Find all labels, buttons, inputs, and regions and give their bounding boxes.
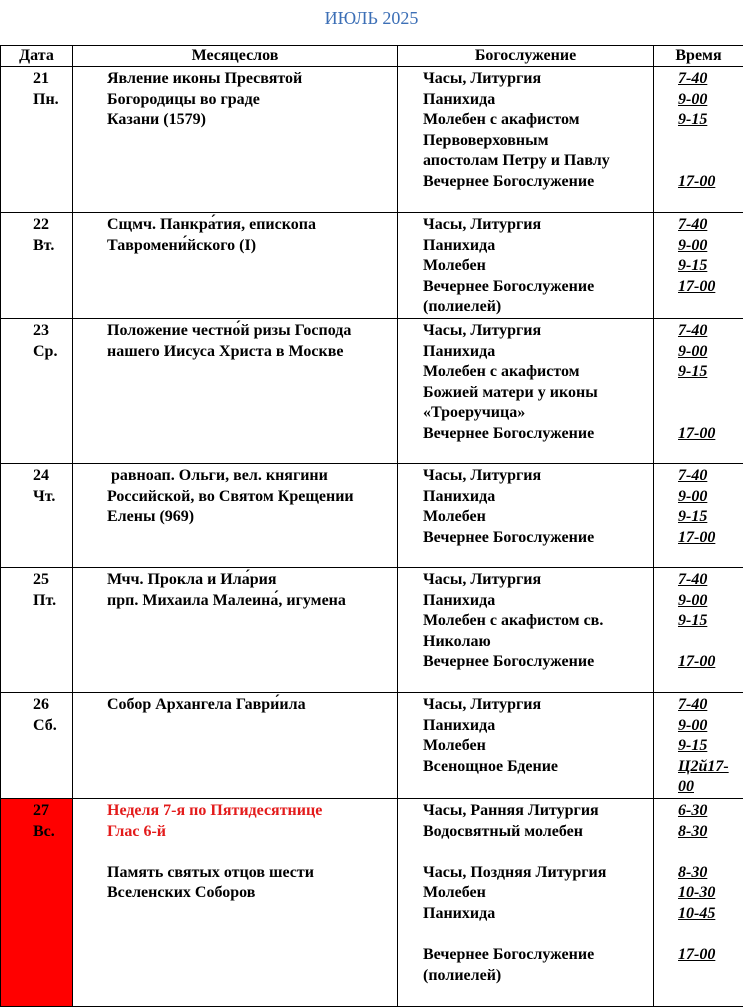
day-number: 22 bbox=[33, 215, 72, 236]
service-time: 8-30 bbox=[678, 822, 743, 843]
service-line: Молебен с акафистом bbox=[423, 362, 653, 383]
time-cell bbox=[654, 463, 743, 567]
saint-line: Положение честно́й ризы Господа bbox=[107, 321, 397, 342]
date-cell bbox=[1, 463, 73, 567]
service-line: Часы, Литургия bbox=[423, 321, 653, 342]
header-saints: Месяцеслов bbox=[73, 46, 398, 67]
service-line: Николаю bbox=[423, 632, 653, 653]
day-number: 25 bbox=[33, 570, 72, 591]
service-line: (полиелей) bbox=[423, 297, 653, 318]
weekday: Вс. bbox=[33, 822, 72, 843]
weekday: Сб. bbox=[33, 716, 72, 737]
saint-line: нашего Иисуса Христа в Москве bbox=[107, 342, 397, 363]
service-line: Молебен bbox=[423, 507, 653, 528]
saints-cell bbox=[73, 567, 398, 692]
time-cell bbox=[654, 567, 743, 692]
date-cell bbox=[1, 213, 73, 319]
saints-cell bbox=[73, 318, 398, 463]
weekday: Вт. bbox=[33, 236, 72, 257]
saints-cell bbox=[73, 67, 398, 213]
day-number: 24 bbox=[33, 466, 72, 487]
date-cell bbox=[1, 318, 73, 463]
saint-line: Собор Архангела Гаври́ила bbox=[107, 695, 397, 716]
service-line: Молебен с акафистом bbox=[423, 110, 653, 131]
saints-cell bbox=[73, 798, 398, 1006]
saint-line: Богородицы во граде bbox=[107, 90, 397, 111]
services-cell bbox=[398, 213, 654, 319]
service-time: 9-00 bbox=[678, 342, 743, 363]
service-line: Молебен с акафистом св. bbox=[423, 611, 653, 632]
saint-line: прп. Михаила Малеина́, игумена bbox=[107, 591, 397, 612]
service-time: 9-15 bbox=[678, 110, 743, 131]
saint-line: Сщмч. Панкра́тия, епископа bbox=[107, 215, 397, 236]
service-time: 17-00 bbox=[678, 652, 743, 673]
saint-line: равноап. Ольги, вел. княгини bbox=[107, 466, 397, 487]
service-line: Божией матери у иконы bbox=[423, 383, 653, 404]
service-time: Ц2й17-00 bbox=[678, 757, 736, 798]
saint-line: Память святых отцов шести bbox=[107, 863, 397, 884]
service-time: 9-15 bbox=[678, 507, 743, 528]
service-line: Панихида bbox=[423, 236, 653, 257]
service-time: 9-15 bbox=[678, 362, 743, 383]
service-line: Вечернее Богослужение bbox=[423, 277, 653, 298]
weekday: Пт. bbox=[33, 591, 72, 612]
header-time: Время bbox=[654, 46, 743, 67]
service-time: 6-30 bbox=[678, 801, 743, 822]
service-line: Вечернее Богослужение bbox=[423, 945, 653, 966]
time-cell bbox=[654, 318, 743, 463]
saint-line: Елены (969) bbox=[107, 507, 397, 528]
service-line: Часы, Литургия bbox=[423, 466, 653, 487]
service-time: 17-00 bbox=[678, 424, 743, 445]
service-line: Панихида bbox=[423, 90, 653, 111]
service-line: Молебен bbox=[423, 736, 653, 757]
header-date: Дата bbox=[1, 46, 73, 67]
service-time: 10-45 bbox=[678, 904, 743, 925]
service-time: 7-40 bbox=[678, 466, 743, 487]
saint-line: Тавромени́йского (I) bbox=[107, 236, 397, 257]
service-time: 9-15 bbox=[678, 611, 743, 632]
service-line: Часы, Литургия bbox=[423, 695, 653, 716]
service-time: 17-00 bbox=[678, 528, 743, 549]
service-line: Молебен bbox=[423, 256, 653, 277]
services-cell bbox=[398, 798, 654, 1006]
table-row bbox=[1, 463, 743, 567]
time-cell bbox=[654, 798, 743, 1006]
saints-cell bbox=[73, 692, 398, 798]
service-line: Всенощное Бдение bbox=[423, 757, 653, 778]
saint-line: Российской, во Святом Крещении bbox=[107, 487, 397, 508]
service-time: 7-40 bbox=[678, 69, 743, 90]
service-time: 7-40 bbox=[678, 570, 743, 591]
service-line: Панихида bbox=[423, 904, 653, 925]
header-services: Богослужение bbox=[398, 46, 654, 67]
services-cell bbox=[398, 567, 654, 692]
day-number: 26 bbox=[33, 695, 72, 716]
feast-line: Неделя 7-я по Пятидесятнице bbox=[107, 801, 397, 822]
service-line: Часы, Ранняя Литургия bbox=[423, 801, 653, 822]
saints-cell bbox=[73, 213, 398, 319]
service-line: Панихида bbox=[423, 591, 653, 612]
service-line: Молебен bbox=[423, 883, 653, 904]
service-line: Часы, Поздняя Литургия bbox=[423, 863, 653, 884]
page-title: ИЮЛЬ 2025 bbox=[0, 8, 743, 29]
service-line: Вечернее Богослужение bbox=[423, 528, 653, 549]
service-line: Часы, Литургия bbox=[423, 570, 653, 591]
weekday: Чт. bbox=[33, 487, 72, 508]
time-cell bbox=[654, 213, 743, 319]
service-line: «Троеручица» bbox=[423, 403, 653, 424]
weekday: Ср. bbox=[33, 342, 72, 363]
date-cell bbox=[1, 798, 73, 1006]
table-row bbox=[1, 318, 743, 463]
saint-line: Вселенских Соборов bbox=[107, 883, 397, 904]
services-cell bbox=[398, 463, 654, 567]
table-row bbox=[1, 692, 743, 798]
table-row bbox=[1, 213, 743, 319]
service-line: Панихида bbox=[423, 487, 653, 508]
service-time: 9-15 bbox=[678, 736, 743, 757]
service-time: 9-00 bbox=[678, 716, 743, 737]
service-line: Водосвятный молебен bbox=[423, 822, 653, 843]
schedule-table bbox=[0, 45, 743, 1007]
date-cell bbox=[1, 692, 73, 798]
services-cell bbox=[398, 318, 654, 463]
time-cell bbox=[654, 67, 743, 213]
service-line: (полиелей) bbox=[423, 966, 653, 987]
service-time: 17-00 bbox=[678, 277, 743, 298]
day-number: 27 bbox=[33, 801, 72, 822]
day-number: 23 bbox=[33, 321, 72, 342]
service-line: Часы, Литургия bbox=[423, 69, 653, 90]
service-line: Вечернее Богослужение bbox=[423, 652, 653, 673]
weekday: Пн. bbox=[33, 90, 72, 111]
service-line: Вечернее Богослужение bbox=[423, 172, 653, 193]
service-time: 7-40 bbox=[678, 321, 743, 342]
table-row bbox=[1, 67, 743, 213]
service-line: Первоверховным bbox=[423, 131, 653, 152]
service-line: Панихида bbox=[423, 342, 653, 363]
service-line: Вечернее Богослужение bbox=[423, 424, 653, 445]
service-time: 9-00 bbox=[678, 487, 743, 508]
time-cell bbox=[654, 692, 743, 798]
day-number: 21 bbox=[33, 69, 72, 90]
services-cell bbox=[398, 692, 654, 798]
service-time: 8-30 bbox=[678, 863, 743, 884]
table-row bbox=[1, 798, 743, 1006]
service-line: апостолам Петру и Павлу bbox=[423, 151, 653, 172]
service-time: 9-00 bbox=[678, 90, 743, 111]
saint-line: Мчч. Прокла и Ила́рия bbox=[107, 570, 397, 591]
saints-cell bbox=[73, 463, 398, 567]
service-time: 17-00 bbox=[678, 172, 743, 193]
date-cell bbox=[1, 567, 73, 692]
table-row bbox=[1, 567, 743, 692]
header-row bbox=[1, 46, 743, 67]
service-line: Панихида bbox=[423, 716, 653, 737]
service-time: 7-40 bbox=[678, 215, 743, 236]
service-time: 7-40 bbox=[678, 695, 743, 716]
date-cell bbox=[1, 67, 73, 213]
service-time: 9-15 bbox=[678, 256, 743, 277]
service-line: Часы, Литургия bbox=[423, 215, 653, 236]
feast-line: Глас 6-й bbox=[107, 822, 397, 843]
saint-line: Явление иконы Пресвятой bbox=[107, 69, 397, 90]
service-time: 10-30 bbox=[678, 883, 743, 904]
service-time: 9-00 bbox=[678, 591, 743, 612]
saint-line: Казани (1579) bbox=[107, 110, 397, 131]
service-time: 17-00 bbox=[678, 945, 743, 966]
service-time: 9-00 bbox=[678, 236, 743, 257]
services-cell bbox=[398, 67, 654, 213]
